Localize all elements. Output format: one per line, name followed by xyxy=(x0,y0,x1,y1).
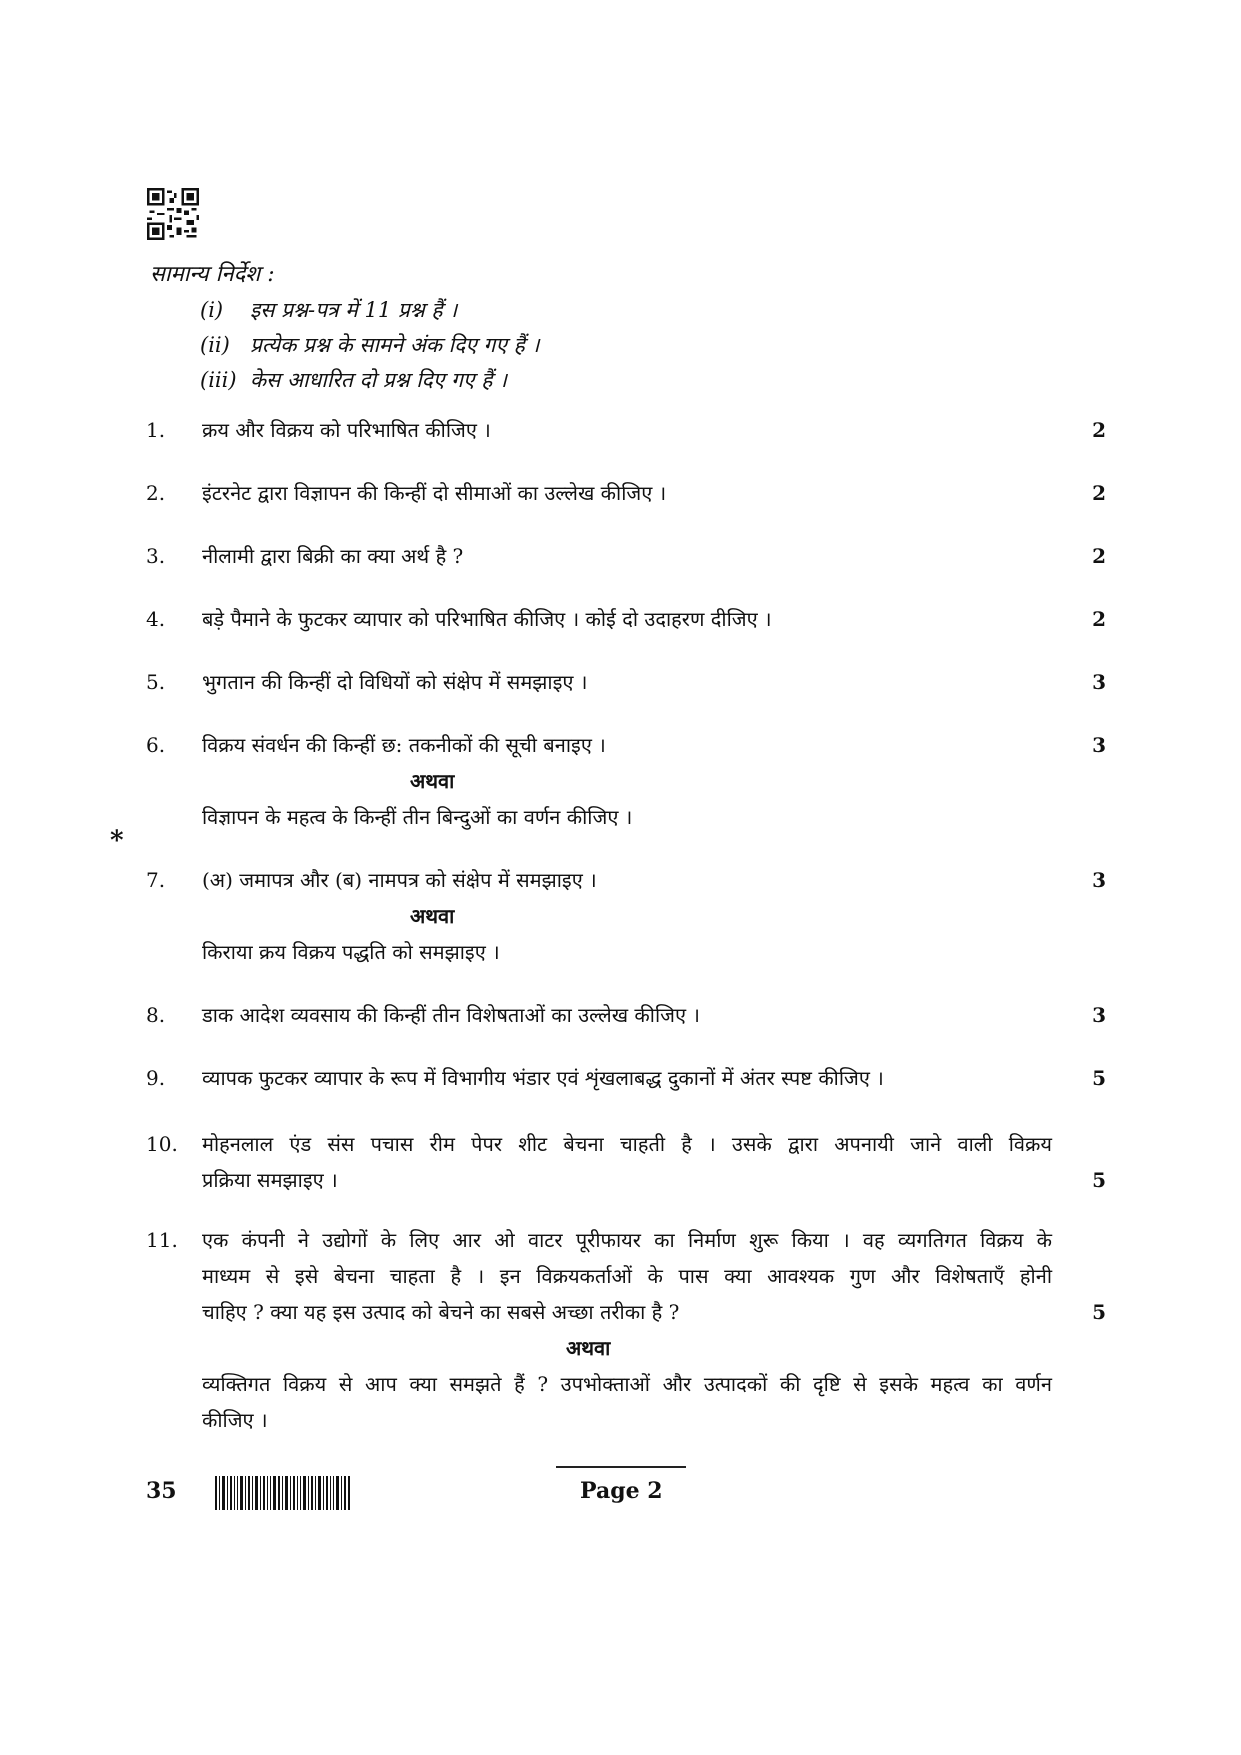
question-4 xyxy=(146,601,1106,637)
footer-divider xyxy=(556,1466,686,1468)
instruction-item xyxy=(200,331,539,359)
question-9 xyxy=(146,1060,1106,1096)
question-marks: 2 xyxy=(1092,418,1106,442)
page-number: Page 2 xyxy=(580,1478,663,1504)
question-marks: 2 xyxy=(1092,481,1106,505)
alternate-question-text: किराया क्रय विक्रय पद्धति को समझाइए । xyxy=(202,940,500,964)
question-1 xyxy=(146,412,1106,448)
question-11 xyxy=(146,1222,1106,1438)
question-marks: 5 xyxy=(1092,1066,1106,1090)
instruction-roman: (i) xyxy=(200,298,224,322)
barcode-icon xyxy=(215,1476,350,1510)
question-marks: 3 xyxy=(1092,670,1106,694)
question-text: व्यापक फुटकर व्यापार के रूप में विभागीय भंडार एवं शृंखलाबद्ध दुकानों में अंतर स्पष्ट कीजिए । xyxy=(202,1066,884,1090)
or-label: अथवा xyxy=(410,904,455,928)
instruction-item xyxy=(200,366,507,394)
qr-code-icon xyxy=(147,188,199,240)
question-number: 10. xyxy=(146,1132,178,1156)
question-marks: 3 xyxy=(1092,868,1106,892)
or-label: अथवा xyxy=(566,1336,611,1360)
question-text: बड़े पैमाने के फुटकर व्यापार को परिभाषित कीजिए । कोई दो उदाहरण दीजिए । xyxy=(202,607,772,631)
alternate-question-text-line: व्यक्तिगत विक्रय से आप क्या समझते हैं ? उपभोक्ताओं और उत्पादकों की दृष्टि से इसके महत्व का वर्णन xyxy=(202,1372,1052,1396)
question-text-line: चाहिए ? क्या यह इस उत्पाद को बेचने का सबसे अच्छा तरीका है ? xyxy=(202,1300,680,1324)
question-text: इंटरनेट द्वारा विज्ञापन की किन्हीं दो सीमाओं का उल्लेख कीजिए । xyxy=(202,481,667,505)
question-6 xyxy=(146,727,1106,835)
question-8 xyxy=(146,997,1106,1033)
question-number: 8. xyxy=(146,1003,166,1027)
question-2 xyxy=(146,475,1106,511)
question-number: 6. xyxy=(146,733,166,757)
alternate-question-text-line: कीजिए । xyxy=(202,1408,268,1432)
alternate-question-text: विज्ञापन के महत्व के किन्हीं तीन बिन्दुओं का वर्णन कीजिए । xyxy=(202,805,633,829)
question-text: क्रय और विक्रय को परिभाषित कीजिए । xyxy=(202,418,491,442)
question-number: 11. xyxy=(146,1228,178,1252)
question-marks: 5 xyxy=(1092,1300,1106,1324)
question-number: 9. xyxy=(146,1066,166,1090)
paper-code: 35 xyxy=(146,1478,177,1504)
question-text: डाक आदेश व्यवसाय की किन्हीं तीन विशेषताओं का उल्लेख कीजिए । xyxy=(202,1003,700,1027)
question-text: (अ) जमापत्र और (ब) नामपत्र को संक्षेप में समझाइए । xyxy=(202,868,597,892)
question-5 xyxy=(146,664,1106,700)
margin-asterisk: * xyxy=(110,826,124,856)
question-10 xyxy=(146,1126,1106,1198)
instruction-roman: (ii) xyxy=(200,333,230,357)
question-marks: 2 xyxy=(1092,607,1106,631)
question-number: 5. xyxy=(146,670,166,694)
question-marks: 2 xyxy=(1092,544,1106,568)
question-text: भुगतान की किन्हीं दो विधियों को संक्षेप में समझाइए । xyxy=(202,670,588,694)
question-7 xyxy=(146,862,1106,970)
question-marks: 5 xyxy=(1092,1168,1106,1192)
instruction-text: प्रत्येक प्रश्न के सामने अंक दिए गए हैं । xyxy=(250,333,540,357)
question-marks: 3 xyxy=(1092,733,1106,757)
question-number: 4. xyxy=(146,607,166,631)
question-number: 7. xyxy=(146,868,166,892)
question-text-line: प्रक्रिया समझाइए । xyxy=(202,1168,338,1192)
question-text-line: एक कंपनी ने उद्योगों के लिए आर ओ वाटर पूरीफायर का निर्माण शुरू किया । वह व्यगतिगत विक्रय के xyxy=(202,1228,1052,1252)
question-text-line: माध्यम से इसे बेचना चाहता है । इन विक्रयकर्ताओं के पास क्या आवश्यक गुण और विशेषताएँ होनी xyxy=(202,1264,1052,1288)
question-number: 1. xyxy=(146,418,166,442)
question-3 xyxy=(146,538,1106,574)
general-instructions-title: सामान्य निर्देश : xyxy=(150,262,275,287)
instruction-item xyxy=(200,296,457,324)
instruction-text: केस आधारित दो प्रश्न दिए गए हैं । xyxy=(250,368,507,392)
question-number: 2. xyxy=(146,481,166,505)
question-number: 3. xyxy=(146,544,166,568)
question-text-line: मोहनलाल एंड संस पचास रीम पेपर शीट बेचना चाहती है । उसके द्वारा अपनायी जाने वाली विक्रय xyxy=(202,1132,1052,1156)
instruction-roman: (iii) xyxy=(200,368,237,392)
or-label: अथवा xyxy=(410,769,455,793)
instruction-text: इस प्रश्न-पत्र में 11 प्रश्न हैं । xyxy=(250,298,458,322)
question-marks: 3 xyxy=(1092,1003,1106,1027)
question-text: विक्रय संवर्धन की किन्हीं छ: तकनीकों की सूची बनाइए । xyxy=(202,733,606,757)
question-text: नीलामी द्वारा बिक्री का क्या अर्थ है ? xyxy=(202,544,464,568)
